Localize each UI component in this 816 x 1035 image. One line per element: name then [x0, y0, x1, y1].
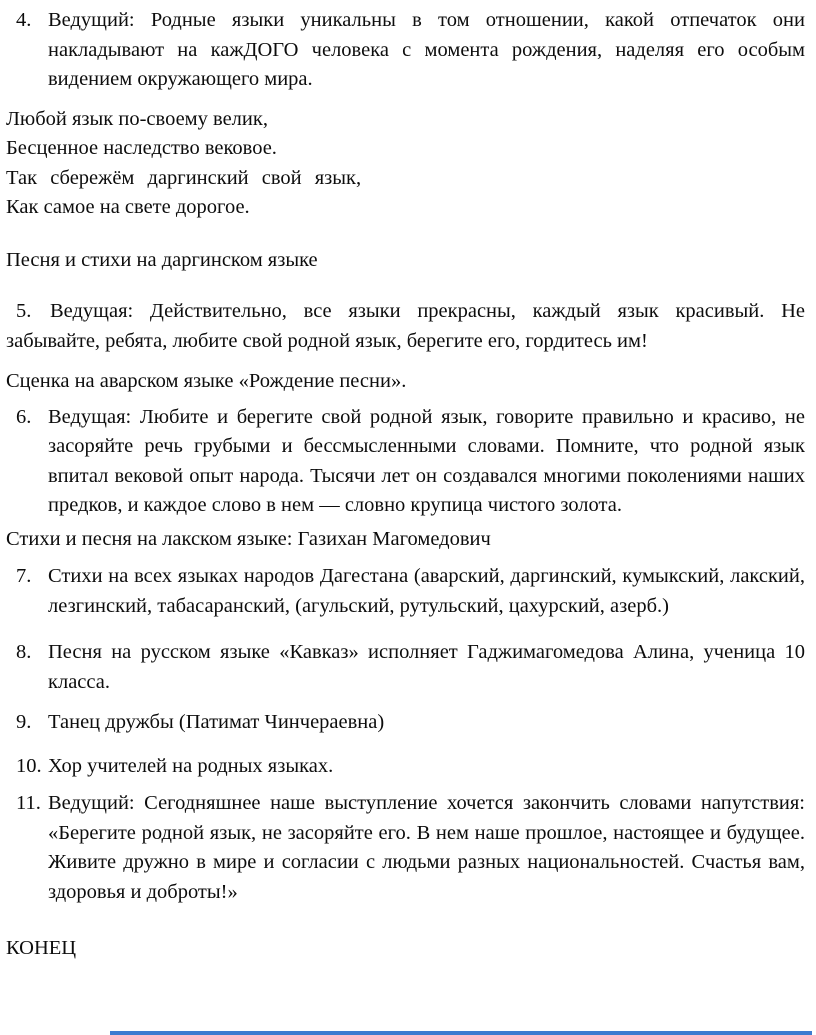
- darginsky-song-line: Песня и стихи на даргинском языке: [6, 248, 318, 271]
- poem-dargin: [6, 105, 805, 223]
- list-item-11-text: Ведущий: Сегодняшнее наше выступление хочется закончить словами напутствия: «Берегите родной язык, не засоряйте его. В нем наше прошлое, настоящее и будущее. Живите дружно в мире и согласии с людьми разных национальностей. Счастья вам, здоровья и доброты!»: [48, 792, 805, 903]
- list-item-9: [6, 708, 805, 738]
- list-item-10: [6, 752, 805, 782]
- list-item-10-number: 10.: [16, 754, 42, 777]
- list-item-9-number: 9.: [16, 711, 32, 733]
- poem-line-1: Любой язык по-своему велик,: [6, 107, 268, 130]
- end-label: КОНЕЦ: [6, 937, 77, 959]
- list-item-8-number: 8.: [16, 641, 32, 663]
- list-item-5-text: Ведущая: Действительно, все языки прекрасны, каждый язык красивый. Не забывайте, ребята, любите свой родной язык, берегите его, гордитесь им!: [6, 300, 805, 352]
- list-item-4-number: 4.: [16, 9, 32, 31]
- list-item-11: [6, 789, 805, 907]
- avarsky-scene-line: Сценка на аварском языке «Рождение песни».: [6, 370, 407, 392]
- list-item-6-text: Ведущая: Любите и берегите свой родной язык, говорите правильно и красиво, не засоряйте речь грубыми и бессмысленными словами. Помните, что родной язык впитал вековой опыт народа. Тысячи лет он создавался многими поколениями наших предков, и каждое слово в нем — словно крупица чистого золота.: [48, 405, 805, 516]
- poem-line-3: Так сбережём даргинский свой язык,: [6, 166, 362, 189]
- list-item-4: [6, 6, 805, 95]
- list-item-7-text: Стихи на всех языках народов Дагестана (аварский, даргинский, кумыкский, лакский, лезгинский, табасаранский, (агульский, рутульский, цахурский, азерб.): [48, 565, 805, 617]
- list-item-7-number: 7.: [16, 565, 32, 587]
- list-item-6: [6, 403, 805, 521]
- list-item-7: [6, 562, 805, 621]
- laksky-song-line: Стихи и песня на лакском языке: Газихан Магомедович: [6, 527, 491, 550]
- list-item-11-number: 11.: [16, 792, 41, 814]
- poem-line-2: Бесценное наследство вековое.: [6, 137, 277, 159]
- list-item-5: [6, 297, 805, 356]
- list-item-8: [6, 638, 805, 697]
- list-item-9-text: Танец дружбы (Патимат Чинчераевна): [48, 711, 385, 733]
- list-item-4-text: Ведущий: Родные языки уникальны в том отношении, какой отпечаток они накладывают на кажДОГО человека с момента рождения, наделяя его особым видением окружающего мира.: [48, 9, 805, 90]
- list-item-10-text: Хор учителей на родных языках.: [48, 754, 334, 777]
- bottom-accent-bar: [110, 1031, 812, 1035]
- poem-line-4: Как самое на свете дорогое.: [6, 196, 250, 218]
- list-item-6-number: 6.: [16, 405, 32, 428]
- list-item-5-number: 5.: [16, 300, 32, 322]
- list-item-8-text: Песня на русском языке «Кавказ» исполняет Гаджимагомедова Алина, ученица 10 класса.: [48, 641, 805, 693]
